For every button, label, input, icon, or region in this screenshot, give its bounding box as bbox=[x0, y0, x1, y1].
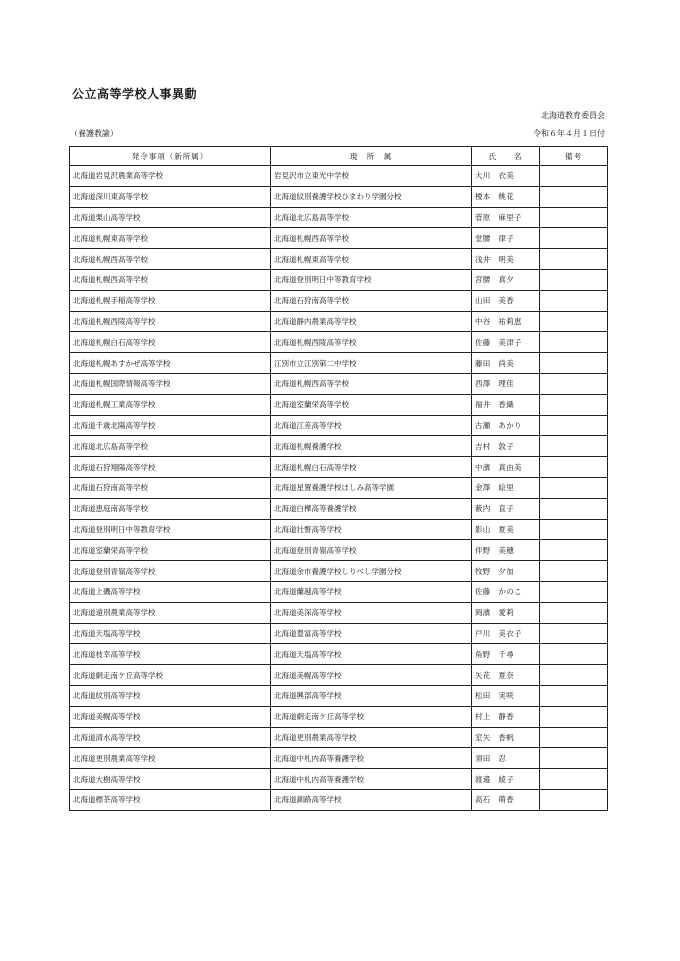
remarks-cell bbox=[540, 457, 608, 478]
current-cell: 北海道美深高等学校 bbox=[271, 602, 472, 623]
name-cell: 影山 夏美 bbox=[472, 519, 540, 540]
order-cell: 北海道札幌西高等学校 bbox=[70, 269, 271, 290]
order-cell: 北海道札幌あすかぜ高等学校 bbox=[70, 353, 271, 374]
current-cell: 北海道札幌白石高等学校 bbox=[271, 457, 472, 478]
order-cell: 北海道札幌工業高等学校 bbox=[70, 394, 271, 415]
remarks-cell bbox=[540, 581, 608, 602]
remarks-cell bbox=[540, 477, 608, 498]
effective-date: 令和６年４月１日付 bbox=[533, 129, 605, 138]
remarks-cell bbox=[540, 207, 608, 228]
table-row bbox=[70, 789, 608, 810]
table-row bbox=[70, 228, 608, 249]
order-cell: 北海道札幌西陵高等学校 bbox=[70, 311, 271, 332]
order-cell: 北海道登別明日中等教育学校 bbox=[70, 519, 271, 540]
remarks-cell bbox=[540, 415, 608, 436]
table-row bbox=[70, 353, 608, 374]
current-cell: 北海道登別青嶺高等学校 bbox=[271, 540, 472, 561]
current-cell: 北海道北広島高等学校 bbox=[271, 207, 472, 228]
name-cell: 牧野 夕加 bbox=[472, 561, 540, 582]
name-cell: 堂腰 律子 bbox=[472, 228, 540, 249]
order-cell: 北海道札幌国際情報高等学校 bbox=[70, 373, 271, 394]
current-cell: 北海道江差高等学校 bbox=[271, 415, 472, 436]
current-cell: 北海道星置養護学校ほしみ高等学園 bbox=[271, 477, 472, 498]
table-row bbox=[70, 540, 608, 561]
current-cell: 北海道静内農業高等学校 bbox=[271, 311, 472, 332]
order-cell: 北海道千歳北陽高等学校 bbox=[70, 415, 271, 436]
name-cell: 吉村 敦子 bbox=[472, 436, 540, 457]
current-cell: 北海道紋別養護学校ひまわり学園分校 bbox=[271, 186, 472, 207]
order-cell: 北海道大樹高等学校 bbox=[70, 769, 271, 790]
name-cell: 矢花 夏奈 bbox=[472, 665, 540, 686]
name-cell: 金澤 絵里 bbox=[472, 477, 540, 498]
document-title: 公立高等学校人事異動 bbox=[72, 87, 198, 101]
name-cell: 佐藤 かのこ bbox=[472, 581, 540, 602]
table-row bbox=[70, 332, 608, 353]
table-header-row bbox=[70, 147, 608, 166]
remarks-cell bbox=[540, 249, 608, 270]
remarks-cell bbox=[540, 498, 608, 519]
table-row bbox=[70, 498, 608, 519]
table-row bbox=[70, 394, 608, 415]
current-cell: 北海道室蘭栄高等学校 bbox=[271, 394, 472, 415]
remarks-cell bbox=[540, 748, 608, 769]
name-cell: 室矢 香帆 bbox=[472, 727, 540, 748]
personnel-table bbox=[69, 146, 608, 811]
current-cell: 北海道中札内高等養護学校 bbox=[271, 769, 472, 790]
order-cell: 北海道更別農業高等学校 bbox=[70, 748, 271, 769]
order-cell: 北海道枝幸高等学校 bbox=[70, 644, 271, 665]
order-cell: 北海道札幌西高等学校 bbox=[70, 249, 271, 270]
name-cell: 浅井 明美 bbox=[472, 249, 540, 270]
name-cell: 古瀬 あかり bbox=[472, 415, 540, 436]
current-cell: 北海道登別明日中等教育学校 bbox=[271, 269, 472, 290]
table-row bbox=[70, 602, 608, 623]
order-cell: 北海道札幌手稲高等学校 bbox=[70, 290, 271, 311]
name-cell: 西澤 理佳 bbox=[472, 373, 540, 394]
table-row bbox=[70, 623, 608, 644]
order-cell: 北海道深川東高等学校 bbox=[70, 186, 271, 207]
remarks-cell bbox=[540, 685, 608, 706]
order-cell: 北海道恵庭南高等学校 bbox=[70, 498, 271, 519]
current-cell: 北海道札幌養護学校 bbox=[271, 436, 472, 457]
table-row bbox=[70, 311, 608, 332]
table-row bbox=[70, 436, 608, 457]
name-cell: 大川 衣美 bbox=[472, 166, 540, 187]
order-cell: 北海道清水高等学校 bbox=[70, 727, 271, 748]
order-cell: 北海道石狩南高等学校 bbox=[70, 477, 271, 498]
table-row bbox=[70, 665, 608, 686]
table-row bbox=[70, 373, 608, 394]
table-row bbox=[70, 290, 608, 311]
table-row bbox=[70, 166, 608, 187]
remarks-cell bbox=[540, 665, 608, 686]
remarks-cell bbox=[540, 290, 608, 311]
name-cell: 村上 静香 bbox=[472, 706, 540, 727]
table-row bbox=[70, 186, 608, 207]
table-row bbox=[70, 748, 608, 769]
name-cell: 伴野 美穂 bbox=[472, 540, 540, 561]
table-row bbox=[70, 581, 608, 602]
current-cell: 北海道札幌西陵高等学校 bbox=[271, 332, 472, 353]
remarks-cell bbox=[540, 623, 608, 644]
order-cell: 北海道紋別高等学校 bbox=[70, 685, 271, 706]
order-cell: 北海道石狩翔陽高等学校 bbox=[70, 457, 271, 478]
issuer-name: 北海道教育委員会 bbox=[541, 111, 605, 120]
remarks-cell bbox=[540, 644, 608, 665]
remarks-cell bbox=[540, 436, 608, 457]
order-cell: 北海道上磯高等学校 bbox=[70, 581, 271, 602]
remarks-cell bbox=[540, 373, 608, 394]
current-cell: 北海道網走南ケ丘高等学校 bbox=[271, 706, 472, 727]
order-cell: 北海道天塩高等学校 bbox=[70, 623, 271, 644]
current-cell: 北海道札幌西高等学校 bbox=[271, 228, 472, 249]
table-row bbox=[70, 644, 608, 665]
table-row bbox=[70, 519, 608, 540]
name-cell: 渡邉 綾子 bbox=[472, 769, 540, 790]
name-cell: 松田 実咲 bbox=[472, 685, 540, 706]
current-cell: 北海道札幌東高等学校 bbox=[271, 249, 472, 270]
remarks-cell bbox=[540, 332, 608, 353]
remarks-cell bbox=[540, 394, 608, 415]
current-cell: 北海道白樺高等養護学校 bbox=[271, 498, 472, 519]
order-cell: 北海道標茶高等学校 bbox=[70, 789, 271, 810]
current-cell: 北海道札幌西高等学校 bbox=[271, 373, 472, 394]
order-cell: 北海道栗山高等学校 bbox=[70, 207, 271, 228]
name-cell: 佐藤 美津子 bbox=[472, 332, 540, 353]
remarks-cell bbox=[540, 269, 608, 290]
name-cell: 須田 忍 bbox=[472, 748, 540, 769]
current-cell: 江別市立江別第二中学校 bbox=[271, 353, 472, 374]
name-cell: 山田 美香 bbox=[472, 290, 540, 311]
remarks-cell bbox=[540, 602, 608, 623]
remarks-cell bbox=[540, 519, 608, 540]
current-cell: 北海道天塩高等学校 bbox=[271, 644, 472, 665]
name-cell: 角野 千尋 bbox=[472, 644, 540, 665]
table-row bbox=[70, 769, 608, 790]
remarks-cell bbox=[540, 540, 608, 561]
current-cell: 北海道石狩南高等学校 bbox=[271, 290, 472, 311]
current-cell: 北海道蘭越高等学校 bbox=[271, 581, 472, 602]
order-cell: 北海道室蘭栄高等学校 bbox=[70, 540, 271, 561]
header-current: 現 所 属 bbox=[271, 147, 472, 166]
name-cell: 宮腰 真夕 bbox=[472, 269, 540, 290]
table-row bbox=[70, 415, 608, 436]
name-cell: 中谷 祐莉恵 bbox=[472, 311, 540, 332]
name-cell: 福井 香織 bbox=[472, 394, 540, 415]
order-cell: 北海道網走南ケ丘高等学校 bbox=[70, 665, 271, 686]
table-row bbox=[70, 477, 608, 498]
current-cell: 北海道中札内高等養護学校 bbox=[271, 748, 472, 769]
remarks-cell bbox=[540, 706, 608, 727]
name-cell: 藤田 尚美 bbox=[472, 353, 540, 374]
name-cell: 中濱 真由美 bbox=[472, 457, 540, 478]
order-cell: 北海道札幌東高等学校 bbox=[70, 228, 271, 249]
current-cell: 北海道余市養護学校しりべし学園分校 bbox=[271, 561, 472, 582]
current-cell: 北海道美幌高等学校 bbox=[271, 665, 472, 686]
current-cell: 北海道釧路高等学校 bbox=[271, 789, 472, 810]
remarks-cell bbox=[540, 228, 608, 249]
name-cell: 戸川 美衣子 bbox=[472, 623, 540, 644]
remarks-cell bbox=[540, 769, 608, 790]
current-cell: 北海道壮瞥高等学校 bbox=[271, 519, 472, 540]
table-row bbox=[70, 561, 608, 582]
order-cell: 北海道札幌白石高等学校 bbox=[70, 332, 271, 353]
table-row bbox=[70, 727, 608, 748]
header-order: 発令事項（新所属） bbox=[70, 147, 271, 166]
table-body bbox=[70, 166, 608, 811]
name-cell: 菅原 麻里子 bbox=[472, 207, 540, 228]
order-cell: 北海道登別青嶺高等学校 bbox=[70, 561, 271, 582]
name-cell: 高石 萌香 bbox=[472, 789, 540, 810]
current-cell: 岩見沢市立東光中学校 bbox=[271, 166, 472, 187]
position-category: （養護教諭） bbox=[70, 129, 118, 138]
table-row bbox=[70, 249, 608, 270]
remarks-cell bbox=[540, 311, 608, 332]
name-cell: 薮内 直子 bbox=[472, 498, 540, 519]
remarks-cell bbox=[540, 186, 608, 207]
remarks-cell bbox=[540, 727, 608, 748]
remarks-cell bbox=[540, 353, 608, 374]
table-row bbox=[70, 706, 608, 727]
order-cell: 北海道美幌高等学校 bbox=[70, 706, 271, 727]
header-remarks: 備考 bbox=[540, 147, 608, 166]
table-row bbox=[70, 207, 608, 228]
order-cell: 北海道岩見沢農業高等学校 bbox=[70, 166, 271, 187]
name-cell: 榎本 桃花 bbox=[472, 186, 540, 207]
remarks-cell bbox=[540, 166, 608, 187]
name-cell: 岡濱 愛莉 bbox=[472, 602, 540, 623]
order-cell: 北海道北広島高等学校 bbox=[70, 436, 271, 457]
remarks-cell bbox=[540, 561, 608, 582]
table-row bbox=[70, 269, 608, 290]
table-row bbox=[70, 685, 608, 706]
current-cell: 北海道豊富高等学校 bbox=[271, 623, 472, 644]
current-cell: 北海道更別農業高等学校 bbox=[271, 727, 472, 748]
current-cell: 北海道興部高等学校 bbox=[271, 685, 472, 706]
remarks-cell bbox=[540, 789, 608, 810]
header-name: 氏 名 bbox=[472, 147, 540, 166]
table-row bbox=[70, 457, 608, 478]
order-cell: 北海道遠別農業高等学校 bbox=[70, 602, 271, 623]
